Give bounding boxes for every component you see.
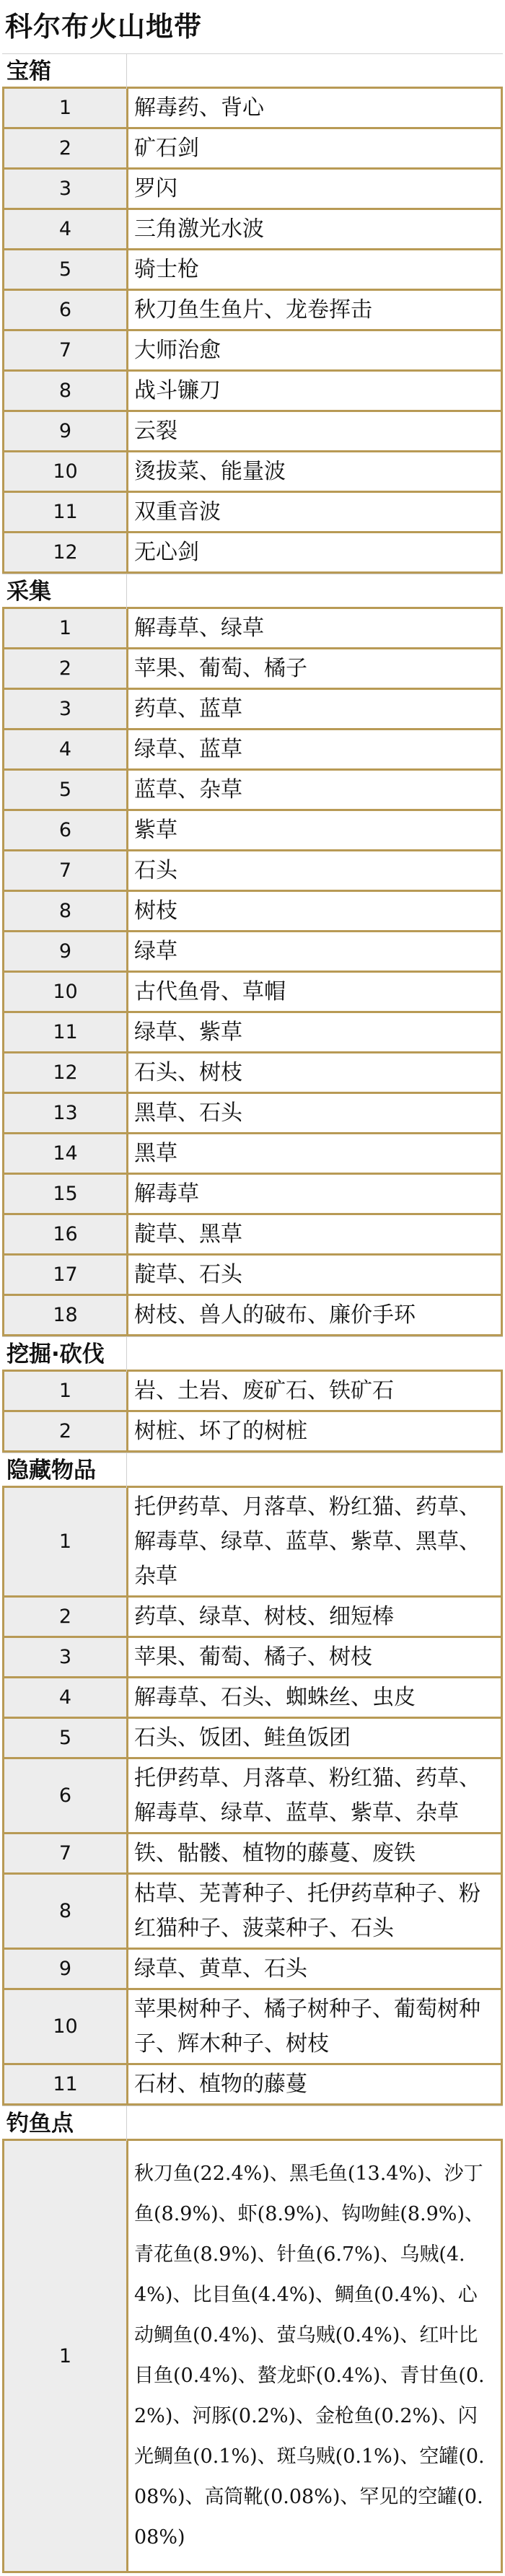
row-number: 11 [4, 493, 128, 531]
page-title: 科尔布火山地带 [5, 11, 203, 43]
row-items: 解毒药、背心 [134, 95, 264, 121]
table-row [2, 1717, 503, 1759]
table-row [2, 930, 503, 973]
table-row [2, 1988, 503, 2065]
row-number: 12 [4, 533, 128, 571]
section-header-blank [126, 54, 503, 89]
row-number: 11 [4, 1013, 128, 1051]
row-items: 古代鱼骨、草帽 [134, 979, 286, 1004]
row-number: 1 [4, 1488, 128, 1595]
table-row [2, 167, 503, 210]
row-items: 药草、绿草、树枝、细短棒 [134, 1604, 394, 1629]
table-row [2, 1872, 503, 1950]
table-row [2, 248, 503, 291]
table-row [2, 450, 503, 493]
row-number: 6 [4, 1759, 128, 1832]
row-items: 解毒草、绿草 [134, 615, 264, 641]
row-items: 枯草、芜菁种子、托伊药草种子、粉红猫种子、菠菜种子、石头 [134, 1881, 480, 1941]
row-number: 10 [4, 452, 128, 491]
row-number: 7 [4, 331, 128, 369]
row-number: 3 [4, 1638, 128, 1676]
row-number: 6 [4, 811, 128, 849]
row-number: 2 [4, 1598, 128, 1636]
section-title: 采集 [6, 579, 51, 605]
row-items: 托伊药草、月落草、粉红猫、药草、解毒草、绿草、蓝草、紫草、黑草、杂草 [134, 1494, 480, 1589]
table-row [2, 1051, 503, 1094]
row-items: 云裂 [134, 419, 177, 444]
row-number: 7 [4, 1834, 128, 1872]
row-items: 树枝、兽人的破布、廉价手环 [134, 1302, 416, 1328]
row-number: 5 [4, 1719, 128, 1757]
row-items: 苹果树种子、橘子树种子、葡萄树种子、辉木种子、树枝 [134, 1997, 480, 2056]
section-header [2, 53, 503, 89]
row-items: 三角激光水波 [134, 216, 264, 242]
row-items: 石材、植物的藤蔓 [134, 2072, 307, 2097]
row-items: 靛草、石头 [134, 1262, 242, 1287]
row-items: 战斗镰刀 [134, 378, 221, 403]
row-number: 9 [4, 412, 128, 450]
section-header [2, 1453, 503, 1488]
row-items: 铁、骷髅、植物的藤蔓、废铁 [134, 1841, 416, 1866]
table-row [2, 87, 503, 129]
row-number: 6 [4, 291, 128, 329]
section-title: 宝箱 [6, 58, 51, 84]
row-items: 绿草、紫草 [134, 1020, 242, 1045]
row-items: 罗闪 [134, 176, 177, 201]
table-row [2, 890, 503, 932]
row-number: 10 [4, 1990, 128, 2063]
row-number: 8 [4, 892, 128, 930]
row-items: 黑草、石头 [134, 1100, 242, 1126]
row-items: 树桩、坏了的树桩 [134, 1419, 307, 1444]
row-items: 双重音波 [134, 499, 221, 525]
table-row [2, 647, 503, 690]
row-items: 骑士枪 [134, 257, 199, 282]
row-items: 托伊药草、月落草、粉红猫、药草、解毒草、绿草、蓝草、紫草、杂草 [134, 1766, 480, 1826]
row-number: 2 [4, 649, 128, 688]
table-row [2, 1173, 503, 1215]
row-items: 树枝 [134, 898, 177, 924]
row-items: 烫拔菜、能量波 [134, 459, 286, 484]
table-row [2, 1132, 503, 1175]
row-number: 8 [4, 1875, 128, 1948]
table-row [2, 809, 503, 851]
row-number: 4 [4, 1678, 128, 1717]
row-number: 3 [4, 170, 128, 208]
table-row [2, 1636, 503, 1678]
table-row [2, 127, 503, 170]
row-items: 岩、土岩、废矿石、铁矿石 [134, 1378, 394, 1403]
section-header [2, 2106, 503, 2141]
row-number: 9 [4, 1950, 128, 1988]
row-number: 9 [4, 932, 128, 971]
row-number: 18 [4, 1296, 128, 1334]
row-number: 1 [4, 1372, 128, 1410]
row-number: 13 [4, 1094, 128, 1132]
row-items: 绿草、黄草、石头 [134, 1956, 307, 1981]
table-row [2, 369, 503, 412]
table-row [2, 768, 503, 811]
row-items: 石头、树枝 [134, 1060, 242, 1085]
row-number: 15 [4, 1175, 128, 1213]
table-row [2, 491, 503, 533]
row-number: 7 [4, 851, 128, 890]
table-row [2, 1213, 503, 1256]
table-row [2, 971, 503, 1013]
section-header [2, 1336, 503, 1372]
row-number: 4 [4, 730, 128, 768]
row-number: 16 [4, 1215, 128, 1253]
table-row [2, 329, 503, 372]
row-number: 2 [4, 1412, 128, 1450]
row-number: 1 [4, 2141, 128, 2571]
row-number: 1 [4, 609, 128, 647]
table-row [2, 1676, 503, 1719]
table-row [2, 728, 503, 771]
table-row [2, 1948, 503, 1990]
table-row [2, 1757, 503, 1834]
table-row [2, 208, 503, 250]
section-header [2, 574, 503, 609]
row-items: 苹果、葡萄、橘子、树枝 [134, 1644, 372, 1670]
table-row [2, 1410, 503, 1453]
table-row [2, 688, 503, 730]
sections-container [2, 53, 503, 2573]
section-title: 挖掘·砍伐 [6, 1341, 105, 1367]
row-items: 解毒草、石头、蜘蛛丝、虫皮 [134, 1685, 416, 1710]
table-row [2, 1253, 503, 1296]
row-items: 药草、蓝草 [134, 696, 242, 722]
section-title: 隐藏物品 [6, 1458, 96, 1484]
table-row [2, 410, 503, 452]
table-row [2, 289, 503, 331]
row-number: 1 [4, 89, 128, 127]
row-items: 解毒草 [134, 1181, 199, 1206]
section-header-blank [126, 1337, 503, 1372]
row-items: 秋刀鱼(22.4%)、黑毛鱼(13.4%)、沙丁鱼(8.9%)、虾(8.9%)、钩吻鲑(8.9%)、青花鱼(8.9%)、针鱼(6.7%)、乌贼(4.4%)、比目鱼(4.4%)、鲷鱼(0.4%)、心动鲷鱼(0.4%)、萤乌贼(0.4%)、红叶比目鱼(0.4%)、螯龙虾(0.4%)、青甘鱼(0.2%)、河豚(0.2%)、金枪鱼(0.2%)、闪光鲷鱼(0.1%)、斑乌贼(0.1%)、空罐(0.08%)、高筒靴(0.08%)、罕见的空罐(0.08%) [134, 2163, 485, 2549]
row-items: 紫草 [134, 818, 177, 843]
row-number: 10 [4, 973, 128, 1011]
row-items: 石头、饭团、鲑鱼饭团 [134, 1725, 351, 1751]
row-number: 5 [4, 250, 128, 289]
table-row [2, 1294, 503, 1336]
row-items: 蓝草、杂草 [134, 777, 242, 802]
row-number: 17 [4, 1256, 128, 1294]
row-items: 大师治愈 [134, 338, 221, 363]
table-row [2, 1595, 503, 1638]
row-number: 4 [4, 210, 128, 248]
row-number: 11 [4, 2065, 128, 2103]
row-items: 秋刀鱼生鱼片、龙卷挥击 [134, 297, 372, 323]
row-number: 14 [4, 1134, 128, 1173]
table-row [2, 1832, 503, 1875]
row-number: 12 [4, 1053, 128, 1092]
row-items: 无心剑 [134, 540, 199, 565]
row-items: 石头 [134, 858, 177, 883]
section-header-blank [126, 1453, 503, 1488]
row-number: 3 [4, 690, 128, 728]
row-number: 5 [4, 771, 128, 809]
table-row [2, 607, 503, 649]
table-row [2, 1092, 503, 1134]
row-number: 2 [4, 129, 128, 167]
section-title: 钓鱼点 [6, 2111, 74, 2137]
row-items: 靛草、黑草 [134, 1222, 242, 1247]
table-row [2, 2063, 503, 2106]
row-items: 矿石剑 [134, 136, 199, 161]
section-header-blank [126, 574, 503, 609]
row-items: 绿草、蓝草 [134, 737, 242, 762]
row-items: 黑草 [134, 1141, 177, 1166]
table-row [2, 1370, 503, 1412]
table-row [2, 2139, 503, 2573]
row-items: 苹果、葡萄、橘子 [134, 656, 307, 681]
row-number: 8 [4, 372, 128, 410]
table-row [2, 849, 503, 892]
section-header-blank [126, 2106, 503, 2141]
table-row [2, 1011, 503, 1053]
table-row [2, 1486, 503, 1598]
row-items: 绿草 [134, 939, 177, 964]
table-row [2, 531, 503, 574]
